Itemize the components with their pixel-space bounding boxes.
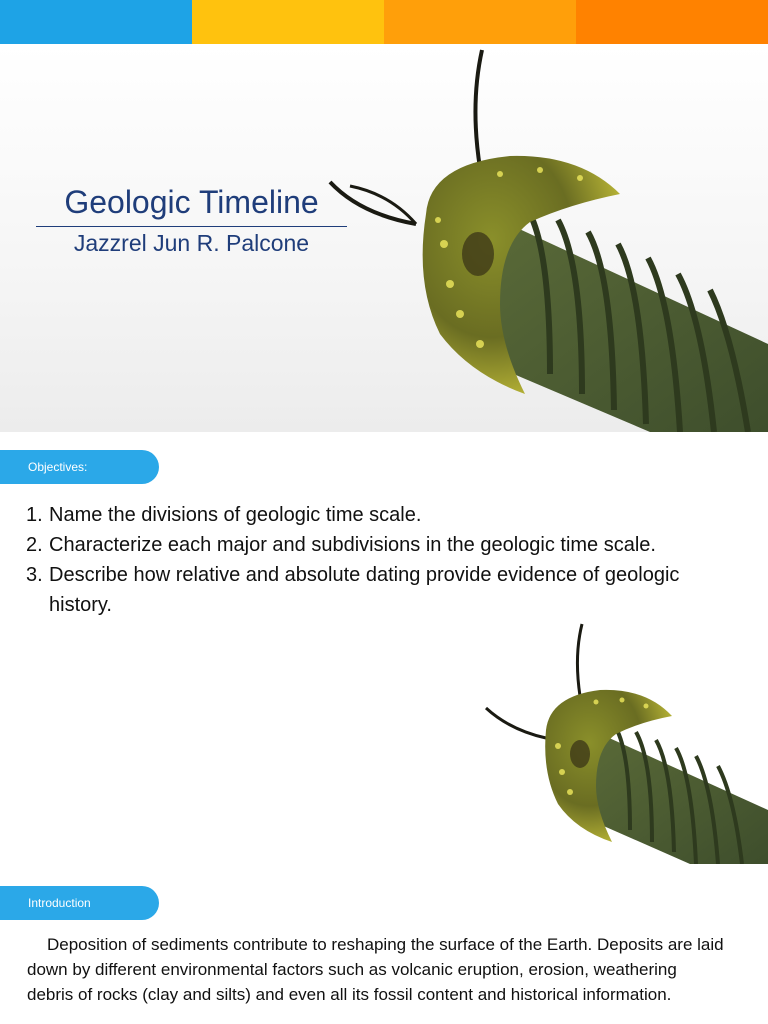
title-divider (36, 226, 347, 227)
introduction-label: Introduction (0, 886, 159, 920)
author-name: Jazzrel Jun R. Palcone (73, 230, 310, 256)
list-item-text: Characterize each major and subdivisions in the geologic time scale. (49, 534, 656, 556)
title-slide (0, 44, 768, 432)
list-item-text: Name the divisions of geologic time scale. (49, 504, 422, 526)
list-item-number: 3. (26, 564, 43, 586)
introduction-text: Deposition of sediments contribute to reshaping the surface of the Earth. Deposits are laid down by different environmental factors such as volcanic eruption, erosion, weathering debris of rocks (clay and silts) and even all its fossil content and historical information. (27, 935, 724, 1004)
color-bar-segment-orange (384, 0, 576, 44)
objectives-list (26, 500, 726, 620)
objectives-label: Objectives: (0, 450, 159, 484)
header-color-bar (0, 0, 768, 44)
color-bar-segment-blue (0, 0, 192, 44)
list-item-number: 1. (26, 504, 43, 526)
trilobite-illustration (480, 620, 768, 864)
color-bar-segment-dark-orange (576, 0, 768, 44)
list-item-number: 2. (26, 534, 43, 556)
list-item (26, 500, 726, 530)
list-item (26, 530, 726, 560)
list-item (26, 560, 726, 620)
trilobite-illustration (320, 44, 768, 432)
color-bar-segment-yellow (192, 0, 384, 44)
list-item-text: Describe how relative and absolute dating provide evidence of geologic history. (49, 564, 680, 616)
page-title: Geologic Timeline (64, 184, 319, 220)
